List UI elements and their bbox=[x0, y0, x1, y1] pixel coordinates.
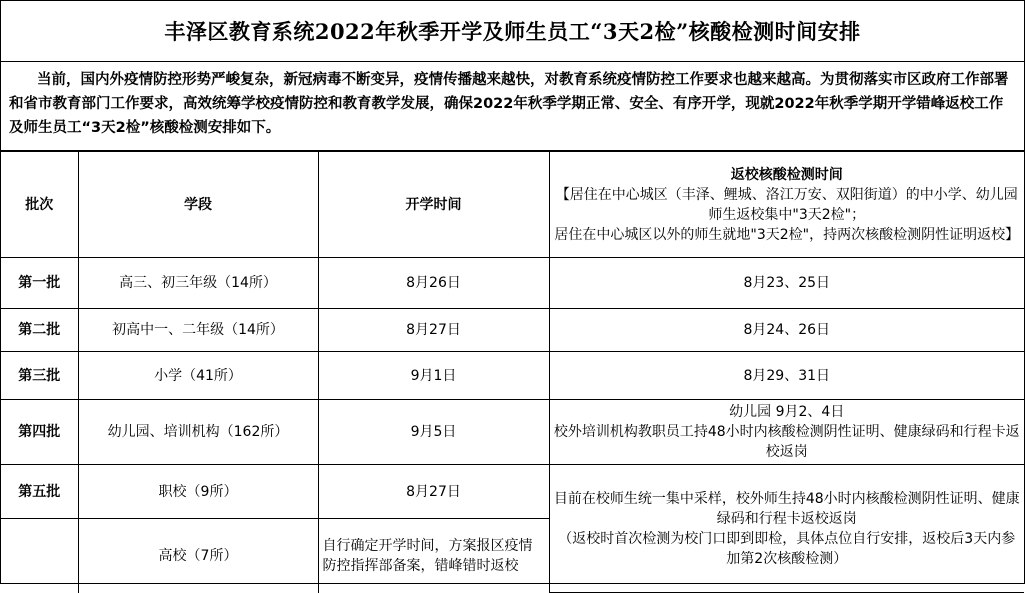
start-cell: 8月26日 bbox=[318, 258, 549, 309]
schedule-table bbox=[1, 151, 1024, 593]
test-cell bbox=[549, 400, 1024, 465]
stage-cell: 幼儿园、培训机构（162所） bbox=[78, 400, 318, 465]
start-cell: 8月27日 bbox=[318, 309, 549, 352]
stage-cell: 初高中一、二年级（14所） bbox=[78, 309, 318, 352]
stage-cell: 高校（7所） bbox=[78, 519, 318, 593]
batch-cell: 第一批 bbox=[1, 258, 78, 309]
table-row bbox=[1, 258, 1024, 309]
test-vocational-detail: （返校时首次检测为校门口即到即检，具体点位自行安排，返校后3天内参加第2次核酸检测） bbox=[558, 530, 1016, 567]
header-test-title: 返校核酸检测时间 bbox=[730, 166, 843, 183]
stage-cell: 小学（41所） bbox=[78, 352, 318, 400]
batch-cell bbox=[1, 519, 78, 593]
test-cell-merged bbox=[549, 465, 1024, 593]
header-test-note-2: 居住在中心城区以外的师生就地"3天2检"，持两次核酸检测阴性证明返校】 bbox=[554, 226, 1020, 243]
test-vocational-note: 目前在校师生统一集中采样，校外师生持48小时内核酸检测阴性证明、健康绿码和行程卡返校返岗 bbox=[553, 490, 1020, 527]
start-cell: 9月1日 bbox=[318, 352, 549, 400]
test-cell: 8月24、26日 bbox=[549, 309, 1024, 352]
header-stage: 学段 bbox=[78, 152, 318, 258]
header-row bbox=[1, 152, 1024, 258]
intro-paragraph: 当前，国内外疫情防控形势严峻复杂，新冠病毒不断变异，疫情传播越来越快，对教育系统疫情防控工作要求也越来越高。为贯彻落实市区政府工作部署和省市教育部门工作要求，高效统筹学校疫情防控和教育教学发展，确保2022年秋季学期正常、安全、有序开学，现就2022年秋季学期开学错峰返校工作及师生员工“3天2检”核酸检测安排如下。 bbox=[1, 62, 1024, 151]
page-title: 丰泽区教育系统2022年秋季开学及师生员工“3天2检”核酸检测时间安排 bbox=[1, 1, 1024, 62]
header-test-time bbox=[549, 152, 1024, 258]
test-kindergarten: 幼儿园 9月2、4日 bbox=[729, 404, 845, 420]
header-test-note-1: 【居住在中心城区（丰泽、鲤城、洛江万安、双阳街道）的中小学、幼儿园师生返校集中"3天2检"； bbox=[555, 186, 1018, 223]
batch-cell: 第三批 bbox=[1, 352, 78, 400]
stage-cell: 职校（9所） bbox=[78, 465, 318, 519]
test-cell: 8月29、31日 bbox=[549, 352, 1024, 400]
batch-cell: 第四批 bbox=[1, 400, 78, 465]
start-cell: 9月5日 bbox=[318, 400, 549, 465]
stage-cell: 高三、初三年级（14所） bbox=[78, 258, 318, 309]
table-row bbox=[1, 309, 1024, 352]
start-cell: 8月27日 bbox=[318, 465, 549, 519]
start-cell: 自行确定开学时间，方案报区疫情防控指挥部备案，错峰错时返校 bbox=[318, 519, 549, 593]
table-row bbox=[1, 352, 1024, 400]
table-row bbox=[1, 465, 1024, 519]
test-training: 校外培训机构教职员工持48小时内核酸检测阴性证明、健康绿码和行程卡返校返岗 bbox=[553, 424, 1020, 460]
header-start-time: 开学时间 bbox=[318, 152, 549, 258]
header-batch: 批次 bbox=[1, 152, 78, 258]
batch-cell: 第五批 bbox=[1, 465, 78, 519]
table-row bbox=[1, 400, 1024, 465]
batch-cell: 第二批 bbox=[1, 309, 78, 352]
test-cell: 8月23、25日 bbox=[549, 258, 1024, 309]
